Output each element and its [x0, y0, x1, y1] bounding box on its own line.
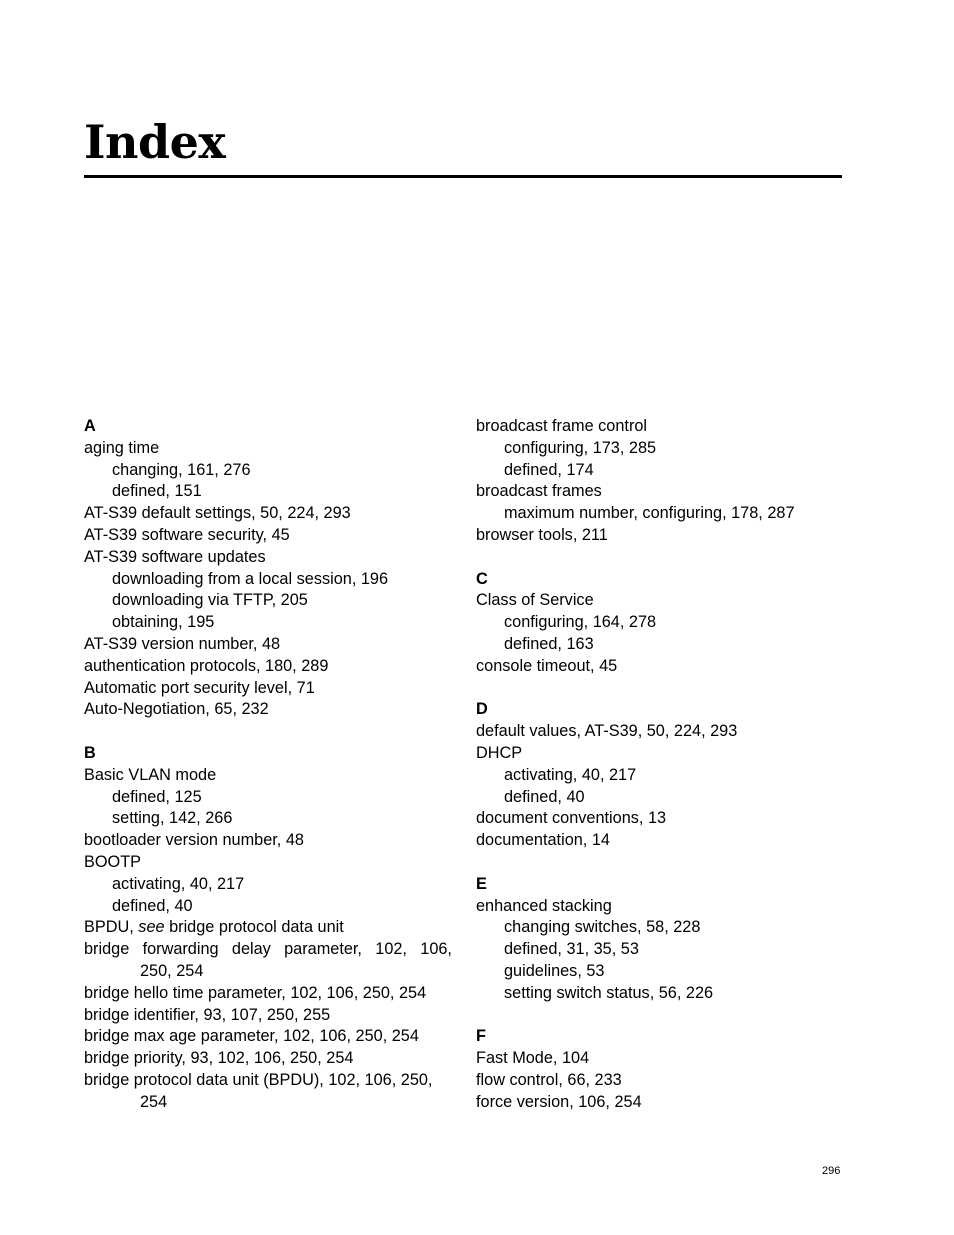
section-gap: [476, 1005, 844, 1027]
section-letter-c: C: [476, 569, 488, 588]
index-entry: document conventions, 13: [476, 809, 667, 828]
index-subentry: downloading via TFTP, 205: [112, 591, 308, 610]
index-subentry: activating, 40, 217: [504, 765, 637, 784]
index-entry: force version, 106, 254: [476, 1092, 642, 1111]
index-subentry: setting, 142, 266: [112, 809, 233, 828]
index-entry: AT-S39 version number, 48: [84, 634, 281, 653]
entry-text: BPDU,: [84, 918, 139, 937]
index-entry: Basic VLAN mode: [84, 765, 217, 784]
index-subentry: activating, 40, 217: [112, 874, 245, 893]
section-letter-a: A: [84, 417, 96, 435]
index-entry: Auto-Negotiation, 65, 232: [84, 700, 269, 719]
index-subentry: obtaining, 195: [112, 613, 215, 632]
entry-word: 106,: [420, 940, 452, 959]
index-entry: enhanced stacking: [476, 896, 612, 915]
index-entry: [84, 917, 452, 939]
section-letter-f: F: [476, 1027, 486, 1046]
entry-word: delay: [231, 940, 271, 959]
page-number: 296: [822, 1165, 841, 1177]
entry-word: bridge: [84, 940, 130, 959]
entry-word: parameter,: [284, 940, 362, 959]
index-entry: bridge identifier, 93, 107, 250, 255: [84, 1005, 331, 1024]
index-entry: bootloader version number, 48: [84, 831, 304, 850]
index-subentry: defined, 40: [112, 896, 193, 915]
index-entry-justified: [84, 939, 452, 961]
index-entry: default values, AT-S39, 50, 224, 293: [476, 722, 738, 741]
section-letter-d: D: [476, 700, 488, 719]
entry-word: 102,: [375, 940, 407, 959]
index-entry: BOOTP: [84, 852, 141, 871]
index-column-left: [84, 416, 452, 1114]
index-entry: bridge hello time parameter, 102, 106, 250, 254: [84, 983, 427, 1002]
index-entry: AT-S39 software security, 45: [84, 525, 290, 544]
section-gap: [476, 547, 844, 569]
index-subentry: defined, 151: [112, 482, 202, 501]
index-entry: documentation, 14: [476, 831, 610, 850]
index-entry: console timeout, 45: [476, 656, 618, 675]
index-entry: Automatic port security level, 71: [84, 678, 315, 697]
section-letter-e: E: [476, 874, 487, 893]
index-subentry: defined, 40: [504, 787, 585, 806]
index-entry: browser tools, 211: [476, 525, 608, 544]
section-gap: [84, 721, 452, 743]
entry-word: forwarding: [142, 940, 219, 959]
index-subentry: maximum number, configuring, 178, 287: [504, 504, 795, 523]
entry-text: bridge protocol data unit: [164, 918, 344, 937]
index-entry: broadcast frames: [476, 482, 602, 501]
section-letter-b: B: [84, 743, 96, 762]
index-entry: Class of Service: [476, 591, 594, 610]
index-subentry: guidelines, 53: [504, 961, 605, 980]
index-entry: broadcast frame control: [476, 417, 648, 435]
index-subentry: configuring, 164, 278: [504, 613, 657, 632]
index-subentry: downloading from a local session, 196: [112, 569, 389, 588]
index-entry: bridge protocol data unit (BPDU), 102, 106, 250,: [84, 1070, 433, 1089]
index-entry: DHCP: [476, 743, 523, 762]
index-subentry: defined, 31, 35, 53: [504, 940, 639, 959]
index-subentry: setting switch status, 56, 226: [504, 983, 714, 1002]
index-subentry: defined, 174: [504, 460, 594, 479]
index-subentry: changing switches, 58, 228: [504, 918, 701, 937]
index-entry: AT-S39 default settings, 50, 224, 293: [84, 504, 351, 523]
index-entry: AT-S39 software updates: [84, 547, 266, 566]
index-entry: bridge max age parameter, 102, 106, 250, 254: [84, 1027, 419, 1046]
see-reference: see: [138, 918, 165, 937]
index-subentry: configuring, 173, 285: [504, 438, 657, 457]
index-entry: flow control, 66, 233: [476, 1070, 622, 1089]
index-subentry: defined, 125: [112, 787, 202, 806]
page-title: Index: [84, 115, 226, 169]
index-entry-continuation: 254: [140, 1092, 168, 1111]
index-subentry: changing, 161, 276: [112, 460, 251, 479]
index-entry: aging time: [84, 438, 160, 457]
section-gap: [476, 678, 844, 700]
index-entry: bridge priority, 93, 102, 106, 250, 254: [84, 1049, 354, 1068]
index-entry-continuation: 250, 254: [140, 961, 204, 980]
index-entry: Fast Mode, 104: [476, 1049, 590, 1068]
index-subentry: defined, 163: [504, 634, 594, 653]
section-gap: [476, 852, 844, 874]
index-entry: authentication protocols, 180, 289: [84, 656, 329, 675]
title-rule: [84, 175, 842, 178]
index-column-right: [476, 416, 844, 1114]
